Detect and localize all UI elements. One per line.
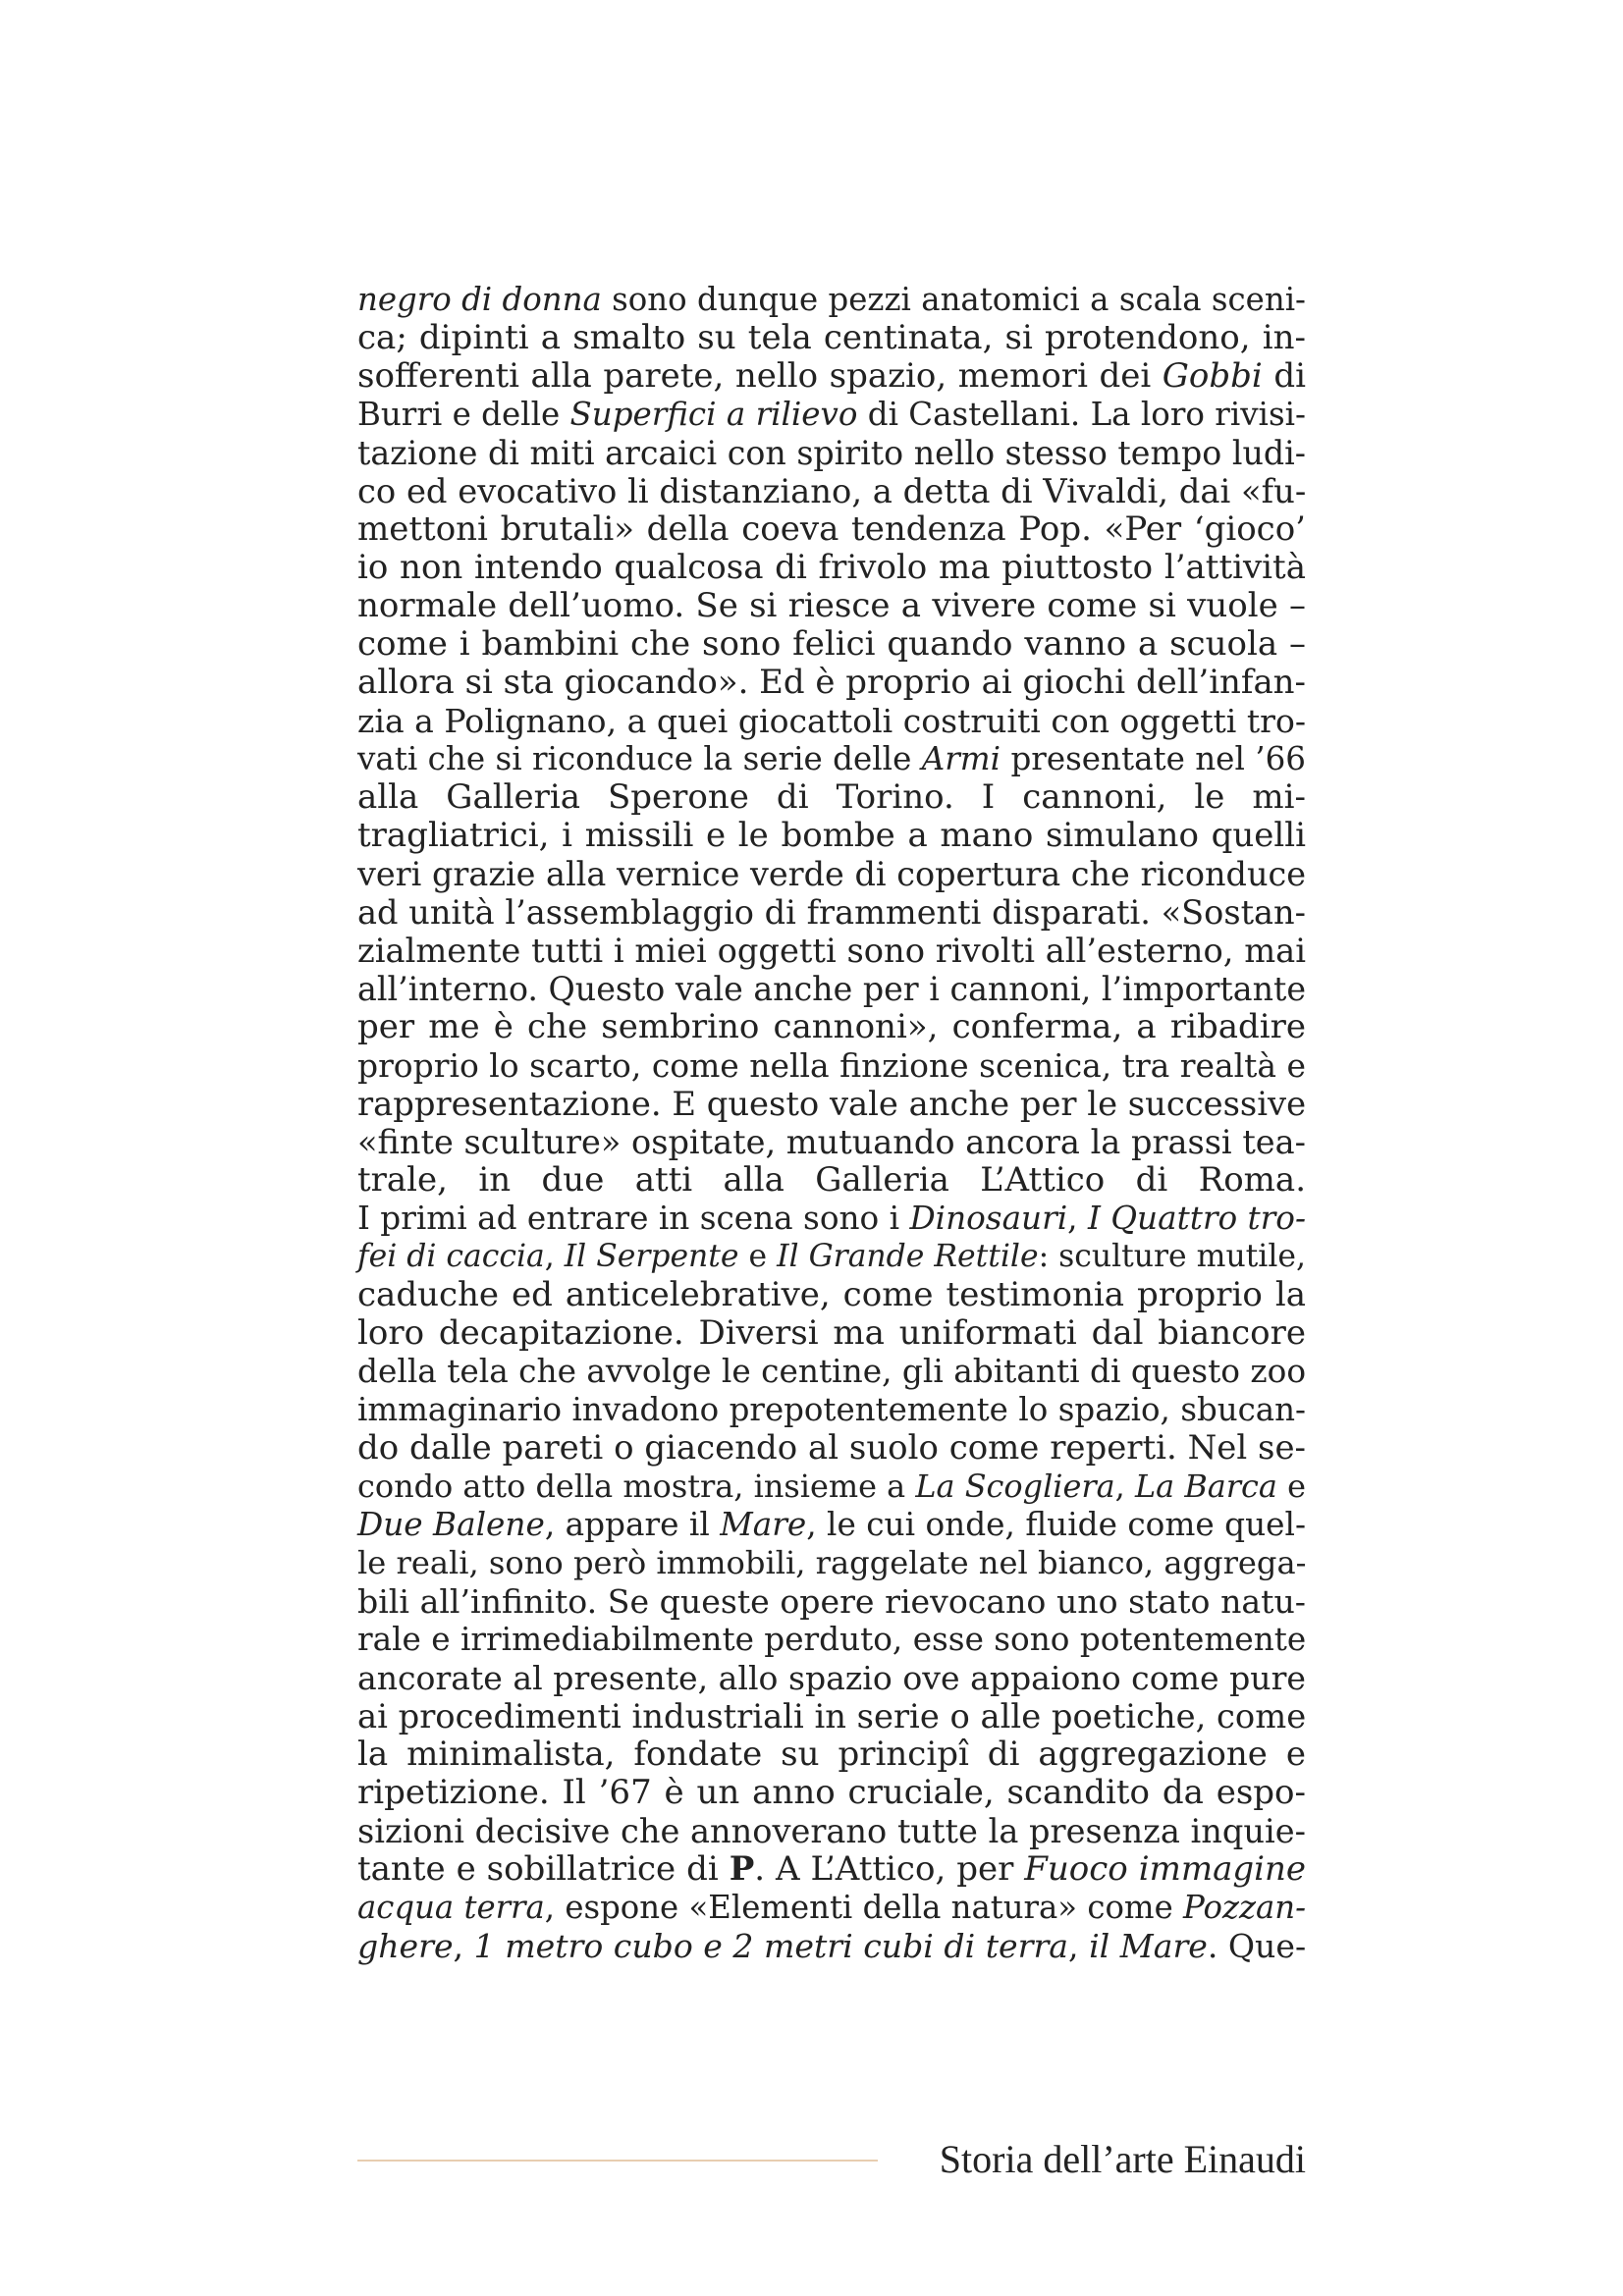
text-run: I primi ad entrare in scena sono i <box>357 1200 910 1237</box>
text-run: immaginario invadono prepotentemente lo spazio, sbucan- <box>357 1391 1306 1428</box>
text-line <box>357 932 1306 970</box>
text-line <box>357 970 1306 1008</box>
text-run: rappresentazione. E questo vale anche per le successive <box>357 1085 1307 1123</box>
text-run: ca; dipinti a smalto su tela centinata, si protendono, in- <box>357 318 1306 357</box>
text-run: , le cui onde, fluide come quel- <box>806 1506 1306 1543</box>
text-line <box>357 1353 1306 1391</box>
italic-title: Mare <box>720 1506 807 1543</box>
text-run: , <box>1068 1927 1090 1965</box>
italic-title: Armi <box>921 740 1001 777</box>
text-run: la minimalista, fondate su principî di aggregazione e <box>357 1735 1306 1774</box>
text-run: : sculture mutile, <box>1038 1239 1306 1274</box>
text-run: sizioni decisive che annoverano tutte la presenza inquie- <box>357 1812 1306 1850</box>
text-line <box>357 893 1306 932</box>
text-run: tragliatrici, i missili e le bombe a mano simulano quelli <box>357 816 1306 855</box>
text-line <box>357 1927 1306 1965</box>
italic-title: 1 metro cubo e 2 metri cubi di terra <box>473 1927 1069 1965</box>
text-line <box>357 1429 1306 1468</box>
italic-title: I Quattro tro- <box>1087 1200 1306 1237</box>
text-line <box>357 1468 1306 1506</box>
text-line <box>357 1046 1306 1085</box>
italic-title: Gobbi <box>1162 356 1263 396</box>
text-run: loro decapitazione. Diversi ma uniformati dal biancore <box>357 1313 1306 1353</box>
text-run: co ed evocativo li distanziano, a detta di Vivaldi, dai «fu- <box>357 472 1307 510</box>
text-run: rale e irrimediabilmente perduto, esse sono potentemente <box>357 1621 1307 1658</box>
text-run: , <box>453 1927 474 1965</box>
text-run: per me è che sembrino cannoni», conferma, a ribadire <box>357 1007 1306 1046</box>
text-run: di Castellani. La loro rivisi- <box>857 396 1306 433</box>
text-run: vati che si riconduce la serie delle <box>357 740 922 777</box>
text-run: proprio lo scarto, come nella finzione scenica, tra realtà e <box>357 1046 1306 1085</box>
text-line <box>357 587 1306 625</box>
text-line <box>357 1889 1306 1927</box>
text-run: , <box>1114 1468 1135 1505</box>
text-line <box>357 1850 1306 1889</box>
text-run: della tela che avvolge le centine, gli abitanti di questo zoo <box>357 1353 1307 1390</box>
text-line <box>357 434 1306 472</box>
text-run: sofferenti alla parete, nello spazio, memori dei <box>357 356 1163 396</box>
text-line <box>357 1735 1306 1774</box>
text-line <box>357 1774 1306 1812</box>
text-line <box>357 319 1306 357</box>
text-line <box>357 1123 1306 1161</box>
text-line <box>357 396 1306 434</box>
italic-title: negro di donna <box>357 281 602 318</box>
text-line <box>357 817 1306 855</box>
bold-initial: P <box>729 1849 755 1889</box>
italic-title: Pozzan- <box>1183 1889 1307 1926</box>
text-line <box>357 1582 1306 1621</box>
text-run: ai procedimenti industriali in serie o alle poetiche, come <box>357 1697 1307 1735</box>
text-line <box>357 1621 1306 1659</box>
italic-title: Il Serpente <box>564 1239 739 1274</box>
italic-title: Superfici a rilievo <box>569 396 858 433</box>
italic-title: Fuoco immagine <box>1024 1849 1306 1889</box>
text-run: tante e sobillatrice di <box>357 1849 730 1889</box>
text-line <box>357 702 1306 740</box>
text-run: normale dell’uomo. Se si riesce a vivere come si vuole – <box>357 586 1306 625</box>
text-run: alla Galleria Sperone di Torino. I cannoni, le mi- <box>357 777 1306 817</box>
text-run: zia a Polignano, a quei giocattoli costruiti con oggetti tro- <box>357 702 1306 740</box>
italic-title: fei di caccia <box>357 1239 545 1274</box>
text-line <box>357 1659 1306 1697</box>
text-run: «finte sculture» ospitate, mutuando ancora la prassi tea- <box>357 1123 1306 1161</box>
text-line <box>357 1008 1306 1046</box>
text-run: ad unità l’assemblaggio di frammenti disparati. «Sostan- <box>357 893 1306 932</box>
text-run: io non intendo qualcosa di frivolo ma piuttosto l’attività <box>357 548 1306 587</box>
text-run: e <box>1276 1468 1307 1505</box>
text-line <box>357 664 1306 702</box>
text-line <box>357 778 1306 817</box>
text-run: , <box>1067 1200 1088 1237</box>
text-line <box>357 357 1306 396</box>
text-run: allora si sta giocando». Ed è proprio ai giochi dell’infan- <box>357 664 1306 702</box>
footer-title: Storia dell’arte Einaudi <box>939 2137 1306 2181</box>
text-line <box>357 472 1306 510</box>
text-run: , espone «Elementi della natura» come <box>544 1889 1184 1926</box>
text-run: all’interno. Questo vale anche per i cannoni, l’importante <box>357 970 1306 1008</box>
text-line <box>357 281 1306 319</box>
text-line <box>357 1314 1306 1353</box>
italic-title: ghere <box>357 1927 454 1965</box>
text-run: le reali, sono però immobili, raggelate nel bianco, aggrega- <box>357 1544 1307 1581</box>
text-line <box>357 549 1306 587</box>
text-run: caduche ed anticelebrative, come testimonia proprio la <box>357 1275 1306 1314</box>
text-run: sono dunque pezzi anatomici a scala sceni- <box>601 281 1306 318</box>
text-run: do dalle pareti o giacendo al suolo come reperti. Nel se- <box>357 1429 1306 1468</box>
italic-title: il Mare <box>1089 1927 1208 1965</box>
italic-title: acqua terra <box>357 1889 545 1926</box>
text-run: ancorate al presente, allo spazio ove appaiono come pure <box>357 1659 1306 1697</box>
text-line <box>357 1506 1306 1544</box>
text-line <box>357 1697 1306 1735</box>
text-run: Burri e delle <box>357 396 570 433</box>
text-run: tazione di miti arcaici con spirito nello stesso tempo ludi- <box>357 434 1306 472</box>
text-run: presentate nel ’66 <box>1001 740 1306 777</box>
text-run: , appare il <box>544 1506 721 1543</box>
italic-title: La Barca <box>1134 1468 1277 1505</box>
text-line <box>357 740 1306 778</box>
italic-title: Due Balene <box>357 1506 545 1543</box>
text-line <box>357 1161 1306 1200</box>
text-run: trale, in due atti alla Galleria L’Attico di Roma. <box>357 1160 1306 1200</box>
text-line <box>357 855 1306 893</box>
text-line <box>357 1544 1306 1582</box>
text-line <box>357 510 1306 549</box>
text-line <box>357 1812 1306 1850</box>
text-line <box>357 1200 1306 1238</box>
text-line <box>357 1238 1306 1276</box>
text-run: di <box>1262 356 1306 396</box>
text-line <box>357 1085 1306 1123</box>
italic-title: La Scogliera <box>915 1468 1115 1505</box>
text-run: condo atto della mostra, insieme a <box>357 1468 916 1505</box>
text-run: mettoni brutali» della coeva tendenza Pop. «Per ‘gioco’ <box>357 509 1306 549</box>
text-run: ripetizione. Il ’67 è un anno cruciale, scandito da espo- <box>357 1773 1306 1812</box>
italic-title: Il Grande Rettile <box>777 1239 1039 1274</box>
text-line <box>357 1276 1306 1314</box>
text-run: . Que- <box>1207 1927 1307 1965</box>
text-run: veri grazie alla vernice verde di copertura che riconduce <box>357 855 1306 893</box>
text-run: come i bambini che sono felici quando vanno a scuola – <box>357 624 1306 664</box>
text-run: . A L’Attico, per <box>754 1849 1025 1889</box>
footer-rule <box>357 2160 878 2162</box>
text-run: e <box>738 1239 778 1274</box>
text-run: , <box>544 1239 565 1274</box>
italic-title: Dinosauri <box>909 1200 1068 1237</box>
text-line <box>357 1391 1306 1429</box>
text-run: bili all’infinito. Se queste opere rievocano uno stato natu- <box>357 1582 1306 1621</box>
body-text <box>357 281 1306 1965</box>
text-line <box>357 625 1306 664</box>
text-run: zialmente tutti i miei oggetti sono rivolti all’esterno, mai <box>357 932 1306 970</box>
